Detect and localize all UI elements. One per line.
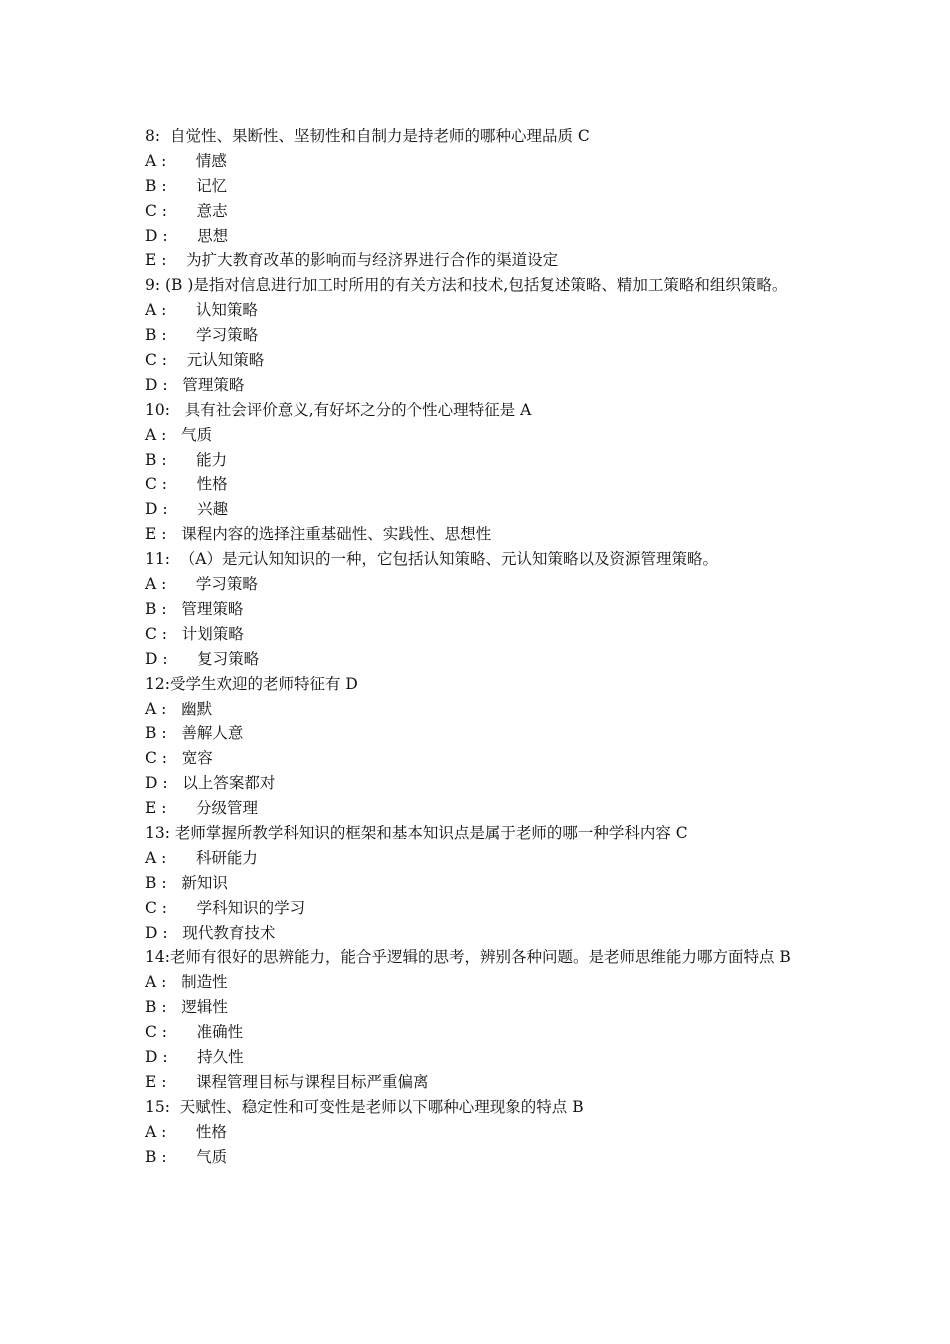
answer-option: A : 情感 (145, 151, 227, 170)
answer-option: C : 学科知识的学习 (145, 898, 306, 917)
answer-option: C : 计划策略 (145, 624, 244, 643)
answer-option: A : 认知策略 (145, 301, 258, 320)
question-text: 9: (B )是指对信息进行加工时所用的有关方法和技术,包括复述策略、精加工策略和组织策略。 (145, 276, 788, 295)
answer-option: D : 思想 (145, 226, 229, 245)
answer-option: B : 管理策略 (145, 599, 244, 618)
question-text: 10: 具有社会评价意义,有好坏之分的个性心理特征是 A (145, 400, 532, 419)
answer-option: B : 新知识 (145, 873, 228, 892)
answer-option: A : 气质 (145, 425, 213, 444)
question-text: 15: 天赋性、稳定性和可变性是老师以下哪种心理现象的特点 B (145, 1097, 584, 1116)
answer-option: B : 逻辑性 (145, 998, 228, 1017)
question-text: 14:老师有很好的思辨能力，能合乎逻辑的思考，辨别各种问题。是老师思维能力哪方面特点 B (145, 948, 791, 967)
answer-option: E : 分级管理 (145, 799, 259, 818)
question-list (145, 124, 815, 1169)
question-text: 11: （A）是元认知知识的一种，它包括认知策略、元认知策略以及资源管理策略。 (145, 550, 718, 569)
answer-option: B : 学习策略 (145, 326, 259, 345)
answer-option: B : 能力 (145, 450, 228, 469)
question-text: 12:受学生欢迎的老师特征有 D (145, 674, 358, 693)
answer-option: D : 复习策略 (145, 649, 260, 668)
answer-option: A : 制造性 (145, 973, 228, 992)
answer-option: A : 学习策略 (145, 575, 258, 594)
answer-option: A : 幽默 (145, 699, 213, 718)
answer-option: D : 现代教育技术 (145, 923, 276, 942)
answer-option: A : 科研能力 (145, 848, 258, 867)
answer-option: B : 记忆 (145, 176, 228, 195)
answer-option: D : 管理策略 (145, 375, 245, 394)
question-text: 13: 老师掌握所教学科知识的框架和基本知识点是属于老师的哪一种学科内容 C (145, 823, 688, 842)
question-text: 8: 自觉性、果断性、坚韧性和自制力是持老师的哪种心理品质 C (145, 127, 590, 145)
answer-option: D : 兴趣 (145, 500, 229, 519)
answer-option: E : 课程内容的选择注重基础性、实践性、思想性 (145, 525, 492, 544)
answer-option: E : 为扩大教育改革的影响而与经济界进行合作的渠道设定 (145, 251, 559, 270)
answer-option: C : 意志 (145, 201, 228, 220)
answer-option: B : 气质 (145, 1147, 228, 1166)
answer-option: C : 元认知策略 (145, 351, 265, 370)
answer-option: E : 课程管理目标与课程目标严重偏离 (145, 1072, 429, 1091)
answer-option: C : 宽容 (145, 749, 213, 768)
answer-option: B : 善解人意 (145, 724, 244, 743)
answer-option: C : 性格 (145, 475, 228, 494)
answer-option: C : 准确性 (145, 1023, 244, 1042)
answer-option: D : 持久性 (145, 1047, 244, 1066)
answer-option: D : 以上答案都对 (145, 774, 276, 793)
answer-option: A : 性格 (145, 1122, 227, 1141)
